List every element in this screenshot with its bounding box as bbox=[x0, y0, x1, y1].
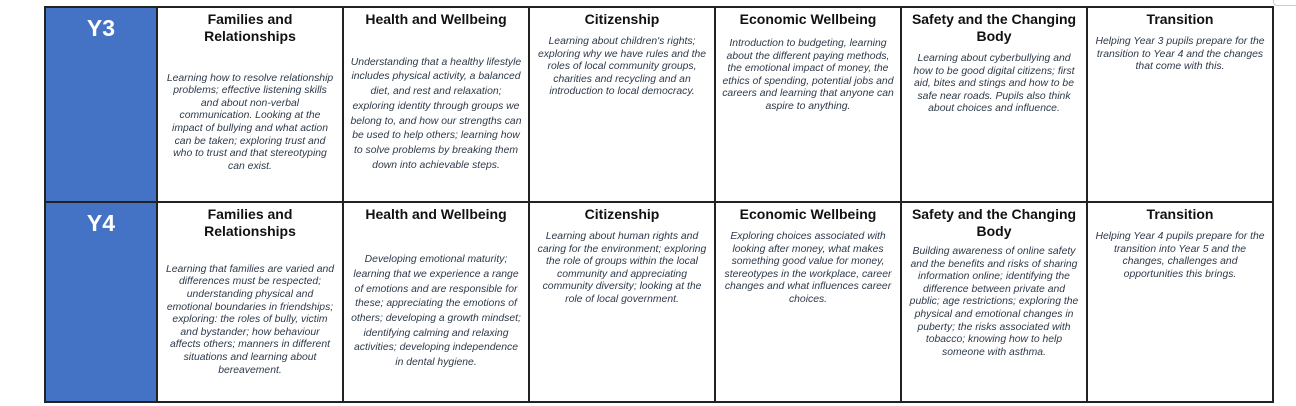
year-label: Y3 bbox=[86, 15, 116, 41]
topic-heading: Families and Relationships bbox=[204, 206, 296, 239]
topic-description: Learning about children's rights; exploring why we have rules and the roles of local community groups, charities and recycling and an introduction to local democracy. bbox=[537, 36, 707, 98]
topic-cell-economic-y4 bbox=[716, 203, 902, 403]
topic-heading: Health and Wellbeing bbox=[365, 206, 507, 222]
topic-cell-health-y4 bbox=[344, 203, 530, 403]
year-cell-y4 bbox=[46, 203, 158, 403]
topic-cell-citizenship-y4 bbox=[530, 203, 716, 403]
topic-heading: Families and Relationships bbox=[204, 11, 296, 44]
topic-heading: Economic Wellbeing bbox=[739, 11, 877, 27]
topic-cell-safety-y4 bbox=[902, 203, 1088, 403]
topic-cell-transition-y4 bbox=[1088, 203, 1274, 403]
topic-description: Learning how to resolve relationship problems; effective listening skills and about non-verbal communication. Looking at the impact of bullying and what action can be taken; exploring trust and who to trust and that stereotyping can exist. bbox=[166, 72, 334, 172]
curriculum-table bbox=[44, 6, 1274, 403]
topic-description: Learning about cyberbullying and how to be good digital citizens; first aid, bites and stings and how to be safe near roads. Pupils also think about choices and influence. bbox=[913, 53, 1075, 115]
topic-description: Learning about human rights and caring for the environment; exploring the role of groups within the local community and appreciating community diversity; looking at the role of local government. bbox=[537, 231, 707, 305]
topic-cell-citizenship-y3 bbox=[530, 8, 716, 203]
topic-cell-health-y3 bbox=[344, 8, 530, 203]
topic-description: Helping Year 3 pupils prepare for the transition to Year 4 and the changes that come with this. bbox=[1095, 36, 1265, 73]
topic-heading: Health and Wellbeing bbox=[365, 11, 507, 27]
page-edge-tab bbox=[1273, 0, 1296, 6]
topic-cell-families-y3 bbox=[158, 8, 344, 203]
topic-heading: Transition bbox=[1146, 206, 1214, 222]
topic-description: Helping Year 4 pupils prepare for the transition into Year 5 and the changes, challenges and opportunities this brings. bbox=[1095, 231, 1265, 280]
topic-cell-safety-y3 bbox=[902, 8, 1088, 203]
topic-description: Exploring choices associated with looking after money, what makes something good value for money, stereotypes in the workplace, career changes and what influences career choices. bbox=[724, 231, 892, 305]
topic-description: Introduction to budgeting, learning about the different paying methods, the emotional impact of money, the ethics of spending, potential jobs and careers and learning that anyone can aspire to anything. bbox=[722, 38, 894, 112]
topic-description: Learning that families are varied and differences must be respected; understanding physical and emotional boundaries in friendships; exploring: the roles of bully, victim and bystander; how behaviour affects others; manners in different situations and learning about bereavement. bbox=[165, 263, 335, 376]
topic-description: Understanding that a healthy lifestyle includes physical activity, a balanced diet, and rest and relaxation; exploring identity through groups we belong to, and how our strengths can be used to help others; learning how to solve problems by breaking them down into achievable steps. bbox=[350, 56, 522, 171]
year-cell-y3 bbox=[46, 8, 158, 203]
topic-heading: Citizenship bbox=[584, 11, 660, 27]
topic-cell-transition-y3 bbox=[1088, 8, 1274, 203]
topic-heading: Citizenship bbox=[584, 206, 660, 222]
topic-cell-economic-y3 bbox=[716, 8, 902, 203]
topic-cell-families-y4 bbox=[158, 203, 344, 403]
year-label: Y4 bbox=[86, 210, 116, 236]
topic-heading: Safety and the Changing Body bbox=[911, 206, 1077, 239]
topic-heading: Economic Wellbeing bbox=[739, 206, 877, 222]
topic-description: Developing emotional maturity; learning that we experience a range of emotions and are responsible for these; appreciating the emotions of others; developing a growth mindset; identifying calming and relaxing activities; developing independence in dental hygiene. bbox=[351, 254, 521, 369]
topic-heading: Transition bbox=[1146, 11, 1214, 27]
topic-heading: Safety and the Changing Body bbox=[911, 11, 1077, 44]
topic-description: Building awareness of online safety and the benefits and risks of sharing information online; identifying the difference between private and public; age restrictions; exploring the physical and emotional changes in puberty; the risks associated with tobacco; knowing how to help someone with asthma. bbox=[909, 246, 1079, 358]
